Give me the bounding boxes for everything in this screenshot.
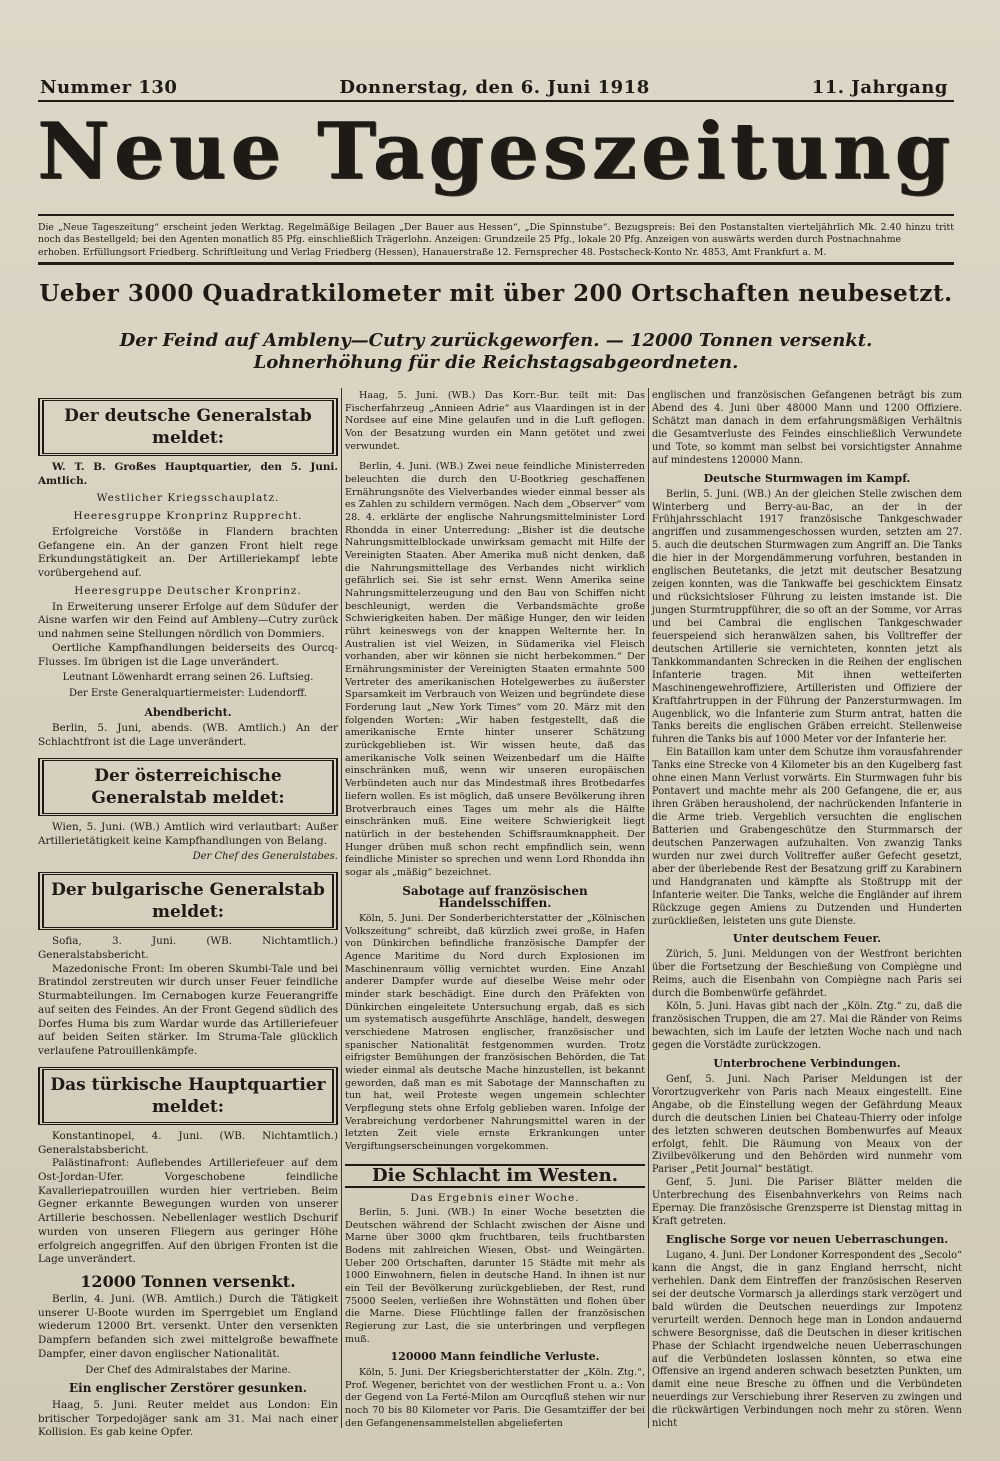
section-heading: Der deutsche Generalstab meldet: — [38, 398, 338, 456]
paragraph: Berlin, 5. Juni. (WB.) In einer Woche besetzten die Deutschen während der Schlacht zwischen der Aisne und Marne über 3000 qkm fruchtbaren, teils fruchtbarsten Bodens mit zahlreichen Wiesen, Obst- und Weingärten. Ueber 200 Ortschaften, darunter 15 Städte mit mehr als 1000 Einwohnern, fielen in deutsche Hand. In ihnen ist nur ein Teil der Bevölkerung zurückgeblieben, der Rest, rund 75000 Seelen, verließen ihre Wohnstätten und flohen über die Marne. Diese Flüchtlinge fallen der französischen Regierung zur Last, die sie unterbringen und verpflegen muß. — [345, 1206, 645, 1345]
paragraph: In Erweiterung unserer Erfolge auf dem Südufer der Aisne warfen wir den Feind auf Ambleny—Cutry zurück und nahmen seine Stellungen nördlich von Dommiers. — [38, 600, 338, 641]
paragraph: Sofia, 3. Juni. (WB. Nichtamtlich.) Generalstabsbericht. — [38, 935, 338, 961]
signature: Der Chef des Admiralstabes der Marine. — [85, 1364, 291, 1376]
paragraph: Berlin, 5. Juni, abends. (WB. Amtlich.) An der Schlachtfront ist die Lage unverändert. — [38, 722, 338, 749]
paragraph: Berlin, 5. Juni. (WB.) An der gleichen Stelle zwischen dem Winterberg und Berry-au-Bac, an der in der Frühjahrsschlacht 1917 französische Tankgeschwader angriffen und zusammengeschossen wurden, setzten am 27. 5. auch die deutschen Sturmwagen zum Angriff an. Die Tanks die hier in der Morgendämmerung vorfuhren, bestanden in englischen Beutetanks, die jetzt mit deutscher Besatzung zeigen konnten, was die Tankwaffe bei geschicktem Einsatz und rücksichtsloser Führung zu leisten imstande ist. Die jungen Sturmtruppführer, die so oft an der Somme, vor Arras und bei Cambrai die englischen Tankgeschwader feuerspeiend sich heranwälzen sahen, bis Volltreffer der deutschen Artillerie sie vernichteten, konnten jetzt als Tankkommandanten Schrecken in die Reihen der englischen Infanterie tragen. Mit ihnen wetteiferten Maschinengewehroffiziere, Artilleristen und Offiziere der Kraftfahrtruppen in der Führung der Panzersturmwagen. Im Augenblick, wo die Infanterie zum Sturm antrat, hatten die Tanks bereits die englischen Gräben erreicht. Stellenweise fuhren die Tanks bis auf 1000 Meter vor der Infanterie her. — [652, 488, 962, 746]
paragraph: englischen und französischen Gefangenen beträgt bis zum Abend des 4. Juni über 48000 Mann und 1200 Offiziere. Schätzt man danach in dem erfahrungsmäßigen Verhältnis die Gesamtverluste des Feindes einschließlich Verwundete und Tote, so kommt man selbst bei vorsichtigster Annahme auf mindestens 120000 Mann. — [652, 390, 962, 466]
article-heading: 12000 Tonnen versenkt. — [80, 1272, 296, 1292]
column-1 — [38, 390, 338, 1440]
imprint — [38, 222, 954, 259]
column-3 — [652, 390, 962, 1431]
article-heading: Die Schlacht im Westen. — [345, 1164, 645, 1189]
paragraph: W. T. B. Großes Hauptquartier, den 5. Juni. Amtlich. — [38, 461, 338, 487]
volume-year: 11. Jahrgang — [811, 77, 948, 98]
paragraph: Ein Bataillon kam unter dem Schutze ihm vorausfahrender Tanks eine Strecke von 4 Kilometer bis an den Kugelberg fast ohne einen Mann Verlust vorwärts. Ein Sturmwagen fuhr bis Pontavert und machte mehr als 200 Gefangene, die er, aus ihren Gräben herausholend, der nachrückenden Infanterie in die Arme trieb. Vergeblich versuchten die englischen Batterien und Grabengeschütze den Sturmmarsch der deutschen Panzerwagen aufzuhalten. Von zwanzig Tanks wurden nur zwei durch Volltreffer außer Gefecht gesetzt, aber der überlebende Rest der Besatzung griff zu Karabinern und Handgranaten und kämpfte als Stoßtrupp mit der Infanterie weiter. Die Tanks, welche die Engländer auf ihrem Rückzuge gegen Amiens zu Dutzenden und Hunderten zurückließen, leisteten uns gute Dienste. — [652, 747, 962, 927]
paragraph: Zürich, 5. Juni. Meldungen von der Westfront berichten über die Fortsetzung der Beschießung von Compiègne und Reims, auch die Eisenbahn von Compiègne nach Paris sei durch die Bombenwürfe gefährdet. — [652, 949, 962, 1000]
signature: Der Chef des Generalstabes. — [192, 851, 338, 863]
paragraph: Genf, 5. Juni. Nach Pariser Meldungen ist der Vorortzugverkehr von Paris nach Meaux eingestellt. Eine Angabe, ob die Einstellung wegen der Gefährdung Meaux durch die deutschen Linien bei Chateau-Thierry oder infolge des letzten schweren deutschen Bombenwurfes auf Meaux erfolgt, fehlt. Die Räumung von Meaux von der Zivilbevölkerung und den Behörden wird nunmehr vom Pariser „Petit Journal“ bestätigt. — [652, 1073, 962, 1176]
imprint-line: Die „Neue Tageszeitung“ erscheint jeden Werktag. Regelmäßige Beilagen „Der Bauer aus Hessen“, „Die Spinnstube“. Bezugspreis: Bei den Postanstalten vierteljährlich Mk. 2.40 hinzu tritt noch das Bestellgeld; bei den Agenten monatlich 85 Pfg. einschließlich Trägerlohn. Anzeigen: Grundzeile 25 Pfg., lokale 20 Pfg. Anzeigen von auswärts werden durch Postnachnahme — [38, 222, 954, 246]
issue-date: Donnerstag, den 6. Juni 1918 — [339, 77, 650, 98]
paragraph: Mazedonische Front: Im oberen Skumbi-Tale und bei Bratindol zerstreuten wir durch unser Feuer feindliche Sturmabteilungen. Im Cernabogen kurze Feuerangriffe auf seiten des Feindes. An der Front Gegend südlich des Dorfes Huma bis zum Wardar wurde das Artilleriefeuer auf beiden Seiten stärker. Im Struma-Tale glücklich verlaufene Patrouillenkämpfe. — [38, 962, 338, 1058]
newspaper-title: Neue Tageszeitung — [37, 106, 955, 197]
subheading: Unterbrochene Verbindungen. — [713, 1056, 901, 1070]
subheading: Unter deutschem Feuer. — [732, 932, 882, 946]
paragraph: Erfolgreiche Vorstöße in Flandern brachten Gefangene ein. An der ganzen Front hielt rege Erkundungstätigkeit an. Der Artilleriekampf lebte vorübergehend auf. — [38, 525, 338, 580]
sub-headline: Lohnerhöhung für die Reichstagsabgeordneten. — [253, 352, 739, 373]
subheading: Heeresgruppe Deutscher Kronprinz. — [74, 584, 302, 597]
paragraph: Berlin, 4. Juni. (WB.) Zwei neue feindliche Ministerreden beleuchten die durch den U-Bootkrieg geschaffenen Ernährungsnöte des Vielverbandes wieder einmal besser als es Zahlen zu schildern vermögen. Nach dem „Observer“ vom 28. 4. erklärte der englische Nahrungsmittelminister Lord Rhondda in einer Unterredung: „Bisher ist die deutsche Nahrungsmittelblockade unwirksam gemacht mit Hilfe der Vereinigten Staaten. Aber Amerika muß nicht denken, daß die Nahrungsmittellage des Verbandes nicht wirklich gefährlich sei. Sie ist sehr ernst. Wenn Amerika seine Nahrungsmittelerzeugung und den Bau von Schiffen nicht beschleunigt, werden die Verbandsmächte große Schwierigkeiten haben. Der mäßige Hunger, den wir leiden rührt keineswegs von der knappen Welternte her. In Australien ist viel Weizen, in Südamerika viel Fleisch vorhanden, aber wir können sie nicht herbekommen.“ Der Ernährungsminister der Vereinigten Staaten ermahnte 500 Vertreter des amerikanischen Hotelgewerbes zu äußerster Sparsamkeit im Verbrauch von Weizen und begründete diese Forderung laut „New York Times“ vom 20. März mit den folgenden Worten: „Wir haben festgestellt, daß die amerikanische Ernte hinter unserer Schätzung zurückgeblieben ist. Wir wissen heute, daß das amerikanische Volk seinen Weizenbedarf um die Hälfte einschränken muß, wenn wir unseren europäischen Verbündeten auch nur das Mindestmaß ihres Brotbedarfes liefern wollen. Es ist möglich, daß unsere Bevölkerung ihren Brotverbrauch eines Tages um mehr als die Hälfte einschränken muß. Eine weitere Schwierigkeit liegt natürlich in der bestehenden Schiffsraumknappheit. Der Hunger drüben muß schon recht empfindlich sein, wenn feindliche Minister so sprechen und wenn Lord Rhondda ihn sogar als „mäßig“ bezeichnet. — [345, 461, 645, 878]
subheading: Westlicher Kriegsschauplatz. — [96, 492, 280, 505]
subheading: Das Ergebnis einer Woche. — [410, 1192, 580, 1205]
paragraph: Haag, 5. Juni. (WB.) Das Korr.-Bur. teilt mit: Das Fischerfahrzeug „Annieen Adrie“ aus Vlaardingen ist in der Nordsee auf eine Mine gelaufen und in die Luft geflogen. Von der Besatzung wurden ein Mann getötet und zwei verwundet. — [345, 390, 645, 452]
article-heading: Sabotage auf französischen Handelsschiffen. — [402, 883, 588, 911]
paragraph: Oertliche Kampfhandlungen beiderseits des Ourcq-Flusses. Im übrigen ist die Lage unverändert. — [38, 641, 338, 668]
column-rule — [648, 388, 649, 1428]
subheading: 120000 Mann feindliche Verluste. — [390, 1350, 600, 1364]
paragraph: Konstantinopel, 4. Juni. (WB. Nichtamtlich.) Generalstabsbericht. — [38, 1129, 338, 1156]
masthead — [38, 96, 954, 208]
column-2 — [345, 390, 645, 1430]
section-heading: Der bulgarische Generalstab meldet: — [38, 872, 338, 930]
subheading: Abendbericht. — [144, 705, 232, 719]
main-headline: Ueber 3000 Quadratkilometer mit über 200 Ortschaften neubesetzt. — [39, 280, 953, 307]
issue-number: Nummer 130 — [40, 77, 178, 98]
paragraph: Köln, 5. Juni. Der Kriegsberichterstatter der „Köln. Ztg.“, Prof. Wegener, berichtet von der westlichen Front u. a.: Von der Gegend von La Ferté-Milon am Ourcqfluß stehen wir nur noch 70 bis 80 Kilometer vor Paris. Die Gesamtziffer der bei den Gefangenensammelstellen abgelieferten — [345, 1367, 645, 1429]
masthead-rule — [38, 214, 954, 216]
paragraph: Wien, 5. Juni. (WB.) Amtlich wird verlautbart: Außer Artillerietätigkeit keine Kampfhandlungen von Belang. — [38, 820, 338, 847]
subheading: Englische Sorge vor neuen Ueberraschungen. — [665, 1233, 949, 1247]
paragraph: Lugano, 4. Juni. Der Londoner Korrespondent des „Secolo“ kann die Angst, die in ganz England herrscht, nicht verhehlen. Dank dem Eintreffen der französischen Reserven sei der deutsche Vormarsch ja allerdings stark verzögert und bald würden die Deutschen neuerdings zur Impotenz verurteilt werden. Dennoch hege man in London andauernd schwere Besorgnisse, daß die Deutschen in dieser kritischen Phase der Schlacht irgendwelche neuen Ueberraschungen auf die Verbündeten loslassen könnten, so etwa eine Offensive an irgend anderen schwach besetzten Punkten, um damit eine neue Bresche zu öffnen und die Verbündeten neuerdings zur Verschiebung ihrer Reserven zu zwingen und die rückwärtigen Verbindungen noch mehr zu stören. Wenn nicht — [652, 1250, 962, 1430]
subheading: Heeresgruppe Kronprinz Rupprecht. — [73, 510, 303, 523]
paragraph: Genf, 5. Juni. Die Pariser Blätter melden die Unterbrechung des Eisenbahnverkehrs von Reims nach Epernay. Die französische Grenzsperre ist Dienstag mittag in Kraft getreten. — [652, 1177, 962, 1228]
sub-headline: Der Feind auf Ambleny—Cutry zurückgeworfen. — 12000 Tonnen versenkt. — [119, 330, 873, 351]
paragraph: Palästinafront: Auflebendes Artilleriefeuer auf dem Ost-Jordan-Ufer. Vorgeschobene feindliche Kavalleriepatrouillen wurden hier vertrieben. Beim Gegner erkannte Bewegungen wurden von unserer Artillerie beschossen. Nebellenlager westlich Dschurif wurden von unseren Fliegern aus geringer Höhe erfolgreich angegriffen. Auf den übrigen Fronten ist die Lage unverändert. — [38, 1157, 338, 1266]
paragraph: Berlin, 4. Juni. (WB. Amtlich.) Durch die Tätigkeit unserer U-Boote wurden im Sperrgebiet um England wiederum 12000 Brt. versenkt. Unter den versenkten Dampfern befanden sich zwei mittelgroße bewaffnete Dampfer, einer davon englischer Nationalität. — [38, 1292, 338, 1360]
paragraph: Köln, 5. Juni. Havas gibt nach der „Köln. Ztg.“ zu, daß die französischen Truppen, die am 27. Mai die Ränder von Reims bewachten, sich im Laufe der letzten Woche nach und nach gegen die Vorstädte zurückzogen. — [652, 1001, 962, 1051]
article-heading: Ein englischer Zerstörer gesunken. — [69, 1381, 307, 1396]
column-rule — [341, 388, 342, 1428]
dateline — [40, 68, 948, 98]
section-heading: Der österreichische Generalstab meldet: — [38, 758, 338, 816]
paragraph: Köln, 5. Juni. Der Sonderberichterstatter der „Kölnischen Volkszeitung“ schreibt, daß kürzlich zwei große, in Hafen von Dünkirchen befindliche französische Dampfer der Agence Maritime du Nord durch Explosionen im Maschinenraum völlig vernichtet wurden. Eine Anzahl anderer Dampfer wurde auf dieselbe Weise mehr oder minder stark beschädigt. Eine durch den Präfekten von Dünkirchen eingeleitete Untersuchung ergab, daß es sich um systematisch ausgeführte Anschläge, handelt, deswegen verschiedene Matrosen englischer, französischer und spanischer Nationalität festgenommen wurden. Trotz eifrigster Bemühungen der französischen Behörden, die Tat wieder einmal als deutsche Mache hinzustellen, ist bekannt geworden, daß man es mit Sabotage der Mannschaften zu tun hat, weil Proteste wegen ungemein schlechter Verpflegung stets ohne Erfolg geblieben waren. Infolge der Verabreichung verdorbener Nahrungsmittel waren in der letzten Zeit viele ernste Erkrankungen unter Vergiftungserscheinungen vorgekommen. — [345, 912, 645, 1152]
imprint-rule — [38, 262, 954, 265]
note: Leutnant Löwenhardt errang seinen 26. Luftsieg. — [62, 672, 314, 684]
imprint-line: erhoben. Erfüllungsort Friedberg. Schriftleitung und Verlag Friedberg (Hessen), Hanauerstraße 12. Fernsprecher 48. Postscheck-Konto Nr. 4853, Amt Frankfurt a. M. — [38, 246, 827, 258]
section-heading: Das türkische Hauptquartier meldet: — [38, 1067, 338, 1125]
signature: Der Erste Generalquartiermeister: Ludendorff. — [69, 688, 307, 700]
paragraph: Haag, 5. Juni. Reuter meldet aus London: Ein britischer Torpedojäger sank am 31. Mai nach einer Kollision. Es gab keine Opfer. — [38, 1398, 338, 1439]
subheading: Deutsche Sturmwagen im Kampf. — [703, 471, 911, 485]
